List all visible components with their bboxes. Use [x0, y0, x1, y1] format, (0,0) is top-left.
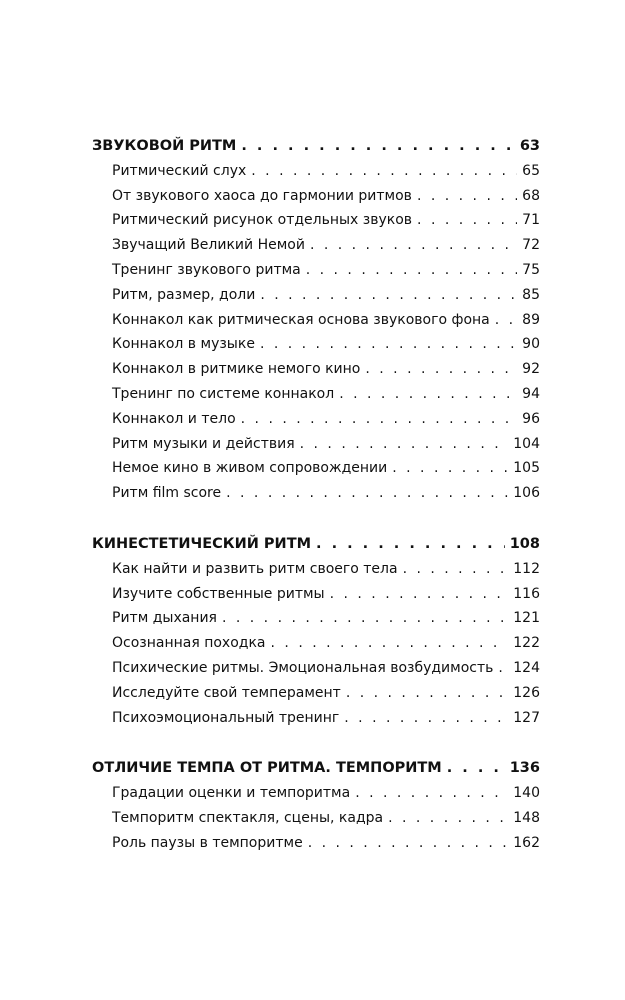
page-number: 68 — [522, 187, 540, 204]
entry-title: Психоэмоциональный тренинг — [112, 709, 340, 726]
page-number: 112 — [513, 560, 540, 577]
page-number: 71 — [522, 212, 540, 229]
dot-leader — [241, 134, 514, 159]
dot-leader — [403, 557, 509, 582]
dot-leader — [300, 432, 509, 457]
entry-title: Тренинг по системе коннакол — [112, 385, 335, 402]
dot-leader — [306, 258, 517, 283]
entry-title: Ритмический рисунок отдельных звуков — [112, 212, 413, 229]
section-title: ЗВУКОВОЙ РИТМ — [92, 138, 237, 154]
toc-entry — [92, 233, 540, 258]
toc-entry — [92, 184, 540, 209]
toc-entry — [92, 831, 540, 856]
toc-section — [92, 756, 540, 855]
dot-leader — [447, 756, 505, 781]
dot-leader — [222, 606, 508, 631]
dot-leader — [498, 656, 508, 681]
entry-title: Ритмический слух — [112, 162, 247, 179]
page-number: 122 — [513, 635, 540, 652]
dot-leader — [260, 332, 517, 357]
page-number: 96 — [522, 410, 540, 427]
page-number: 127 — [513, 709, 540, 726]
toc-entry — [92, 557, 540, 582]
toc-section-heading — [92, 134, 540, 159]
page-number: 63 — [519, 138, 540, 154]
dot-leader — [330, 582, 509, 607]
entry-title: Изучите собственные ритмы — [112, 585, 325, 602]
page-number: 92 — [522, 361, 540, 378]
page-number: 105 — [513, 460, 540, 477]
toc-entry — [92, 332, 540, 357]
entry-title: Тренинг звукового ритма — [112, 261, 301, 278]
page-number: 65 — [522, 162, 540, 179]
page-number: 124 — [513, 659, 540, 676]
toc-entry — [92, 308, 540, 333]
dot-leader — [271, 631, 509, 656]
page-number: 75 — [522, 261, 540, 278]
page-number: 90 — [522, 336, 540, 353]
entry-title: Звучащий Великий Немой — [112, 237, 305, 254]
entry-title: Ритм film score — [112, 485, 222, 502]
entry-title: От звукового хаоса до гармонии ритмов — [112, 187, 412, 204]
toc-entry — [92, 258, 540, 283]
dot-leader — [316, 532, 505, 557]
entry-title: Ритм дыхания — [112, 610, 217, 627]
dot-leader — [308, 831, 509, 856]
page-number: 116 — [513, 585, 540, 602]
section-title: ОТЛИЧИЕ ТЕМПА ОТ РИТМА. ТЕМПОРИТМ — [92, 760, 442, 777]
toc-entry — [92, 631, 540, 656]
dot-leader — [388, 806, 508, 831]
page-number: 106 — [513, 485, 540, 502]
toc-entry — [92, 432, 540, 457]
toc-entry — [92, 481, 540, 506]
toc-section — [92, 532, 540, 730]
toc-entry — [92, 681, 540, 706]
page-number: 136 — [509, 760, 540, 777]
page-number: 140 — [513, 785, 540, 802]
toc-section — [92, 134, 540, 506]
page-number: 126 — [513, 684, 540, 701]
dot-leader — [226, 481, 508, 506]
page-number: 85 — [522, 286, 540, 303]
toc-entry — [92, 456, 540, 481]
dot-leader — [339, 382, 517, 407]
entry-title: Психические ритмы. Эмоциональная возбудимость — [112, 659, 494, 676]
page-number: 94 — [522, 385, 540, 402]
dot-leader — [344, 706, 508, 731]
page-number: 104 — [513, 435, 540, 452]
toc-entry — [92, 283, 540, 308]
entry-title: Ритм, размер, доли — [112, 286, 256, 303]
toc-entry — [92, 582, 540, 607]
page-number: 148 — [513, 809, 540, 826]
section-title: КИНЕСТЕТИЧЕСКИЙ РИТМ — [92, 535, 312, 552]
entry-title: Коннакол и тело — [112, 410, 236, 427]
dot-leader — [355, 781, 508, 806]
toc-entry — [92, 781, 540, 806]
dot-leader — [365, 357, 517, 382]
dot-leader — [392, 456, 508, 481]
toc-entry — [92, 706, 540, 731]
entry-title: Немое кино в живом сопровождении — [112, 460, 388, 477]
toc-entry — [92, 656, 540, 681]
entry-title: Градации оценки и темпоритма — [112, 785, 351, 802]
dot-leader — [346, 681, 508, 706]
entry-title: Ритм музыки и действия — [112, 435, 295, 452]
dot-leader — [417, 208, 517, 233]
dot-leader — [417, 184, 517, 209]
table-of-contents — [92, 134, 540, 882]
page-number: 121 — [513, 610, 540, 627]
entry-title: Коннакол в ритмике немого кино — [112, 361, 361, 378]
entry-title: Коннакол в музыке — [112, 336, 255, 353]
toc-entry — [92, 606, 540, 631]
page-number: 89 — [522, 311, 540, 328]
dot-leader — [251, 159, 517, 184]
dot-leader — [241, 407, 518, 432]
toc-entry — [92, 357, 540, 382]
entry-title: Коннакол как ритмическая основа звукового фона — [112, 311, 490, 328]
entry-title: Осознанная походка — [112, 635, 266, 652]
dot-leader — [495, 308, 517, 333]
entry-title: Темпоритм спектакля, сцены, кадра — [112, 809, 384, 826]
entry-title: Роль паузы в темпоритме — [112, 834, 303, 851]
toc-entry — [92, 159, 540, 184]
dot-leader — [260, 283, 517, 308]
entry-title: Исследуйте свой темперамент — [112, 684, 341, 701]
toc-entry — [92, 806, 540, 831]
toc-section-heading — [92, 532, 540, 557]
toc-entry — [92, 208, 540, 233]
dot-leader — [310, 233, 517, 258]
page-number: 162 — [513, 834, 540, 851]
toc-entry — [92, 407, 540, 432]
page-number: 72 — [522, 237, 540, 254]
page-number: 108 — [509, 535, 540, 552]
toc-entry — [92, 382, 540, 407]
toc-section-heading — [92, 756, 540, 781]
entry-title: Как найти и развить ритм своего тела — [112, 560, 398, 577]
